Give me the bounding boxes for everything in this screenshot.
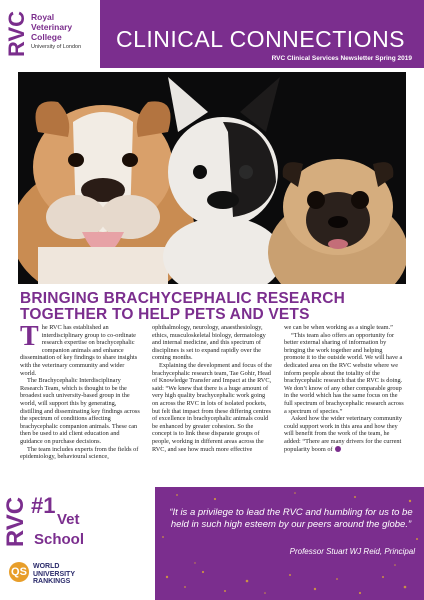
article-headline: [20, 291, 410, 323]
logo-line-royal: Royal: [31, 12, 55, 22]
article-paragraph: ophthalmology, neurology, anaesthesiology, ethics, musculoskeletal biology, dermatology and internal medicine, and this spectrum of disciplines is set to expand rapidly over the coming months.: [152, 324, 266, 362]
ranking-badge: [0, 487, 155, 600]
quote-attribution: Professor Stuart WJ Reid, Principal: [289, 547, 415, 556]
quote-text: “It is a privilege to lead the RVC and humbling for us to be held in such high esteem by our peers around the globe.”: [169, 507, 413, 530]
headline-line-2: TOGETHER TO HELP PETS AND VETS: [20, 306, 310, 323]
logo-line-college: College: [31, 32, 62, 42]
article-column-2: [152, 324, 272, 453]
qs-logo-icon: QS: [9, 562, 29, 582]
ranking-number: #1: [31, 493, 56, 518]
dogs-photo: [18, 72, 406, 284]
article-body: [20, 321, 406, 482]
newsletter-issue: RVC Clinical Services Newsletter Spring 2019: [271, 55, 412, 62]
qs-rankings-wordmark: WORLD UNIVERSITY RANKINGS: [33, 563, 76, 585]
article-paragraph: Asked how the wider veterinary community could support work in this area and how they will benefit from the work of the team, he added: “There are many drivers for the current popularity boom of: [284, 415, 403, 453]
ranking-label-school: School: [34, 531, 85, 548]
drop-cap: T: [20, 321, 39, 352]
gold-speckle-decoration: [155, 487, 424, 600]
article-paragraph: Explaining the development and focus of the brachycephalic research team, Tae Gohir, Head of Knowledge Transfer and Impact at the RVC, said: “We knew that there is a huge amount of very high quality brachycephalic work going on across the RVC in lots of isolated pockets, but felt that impact from these differing centres of excellence in brachycephalic animals could be enhanced by greater cohesion. So the concept is to link these disparate groups of people, working in different areas across the RVC, and see how much more effective: [152, 361, 272, 453]
logo-line-veterinary: Veterinary: [31, 22, 73, 32]
article-paragraph: we can be when working as a single team.”: [284, 324, 393, 331]
article-paragraph: “This team also offers an opportunity for better external sharing of information by bringing the work together and helping promote it to the outside world. We will have a dedicated area on the RVC website where we inform people about the totality of the brachycephalic research that the RVC is doing. We don’t know of any other comparable group in the world which has the same focus on the full spectrum of brachycephalic research across a spectrum of species.”: [284, 331, 404, 415]
principal-quote-panel: [155, 487, 424, 600]
continued-icon[interactable]: [335, 446, 341, 452]
article-paragraph: The RVC has established an interdisciplinary group to co-ordinate research expertise on brachycephalic companion animals and enhance dissemination of key findings to share insights with the veterinary community and wider world.: [20, 321, 138, 377]
article-paragraph: The team includes experts from the fields of epidemiology, behavioural science,: [20, 445, 139, 461]
headline-line-1: BRINGING BRACHYCEPHALIC RESEARCH: [20, 290, 346, 307]
rvc-ranking-mark: RVC: [2, 496, 29, 548]
rvc-logo-mark: RVC: [4, 10, 29, 58]
article-column-1: [20, 321, 140, 461]
newsletter-title: CLINICAL CONNECTIONS: [116, 26, 406, 52]
newsletter-banner: [100, 0, 424, 68]
pug-figure: [268, 159, 406, 284]
dogs-illustration: [18, 72, 406, 284]
page-header: [0, 0, 424, 68]
rvc-logo[interactable]: [0, 0, 98, 68]
article-paragraph: The Brachycephalic Interdisciplinary Research Team, which is thought to be the broadest such university-based group in the world, will support this by generating, distilling and disseminating key findings across the spectrum of conditions affecting brachycephalic companion animals. These can then be used to aid client education and guidance on purchase decisions.: [20, 377, 140, 445]
rvc-logo-wordmark: [31, 12, 81, 52]
article-column-3: [284, 324, 404, 453]
ranking-label-vet: Vet: [57, 511, 80, 528]
logo-line-university: University of London: [31, 44, 82, 50]
